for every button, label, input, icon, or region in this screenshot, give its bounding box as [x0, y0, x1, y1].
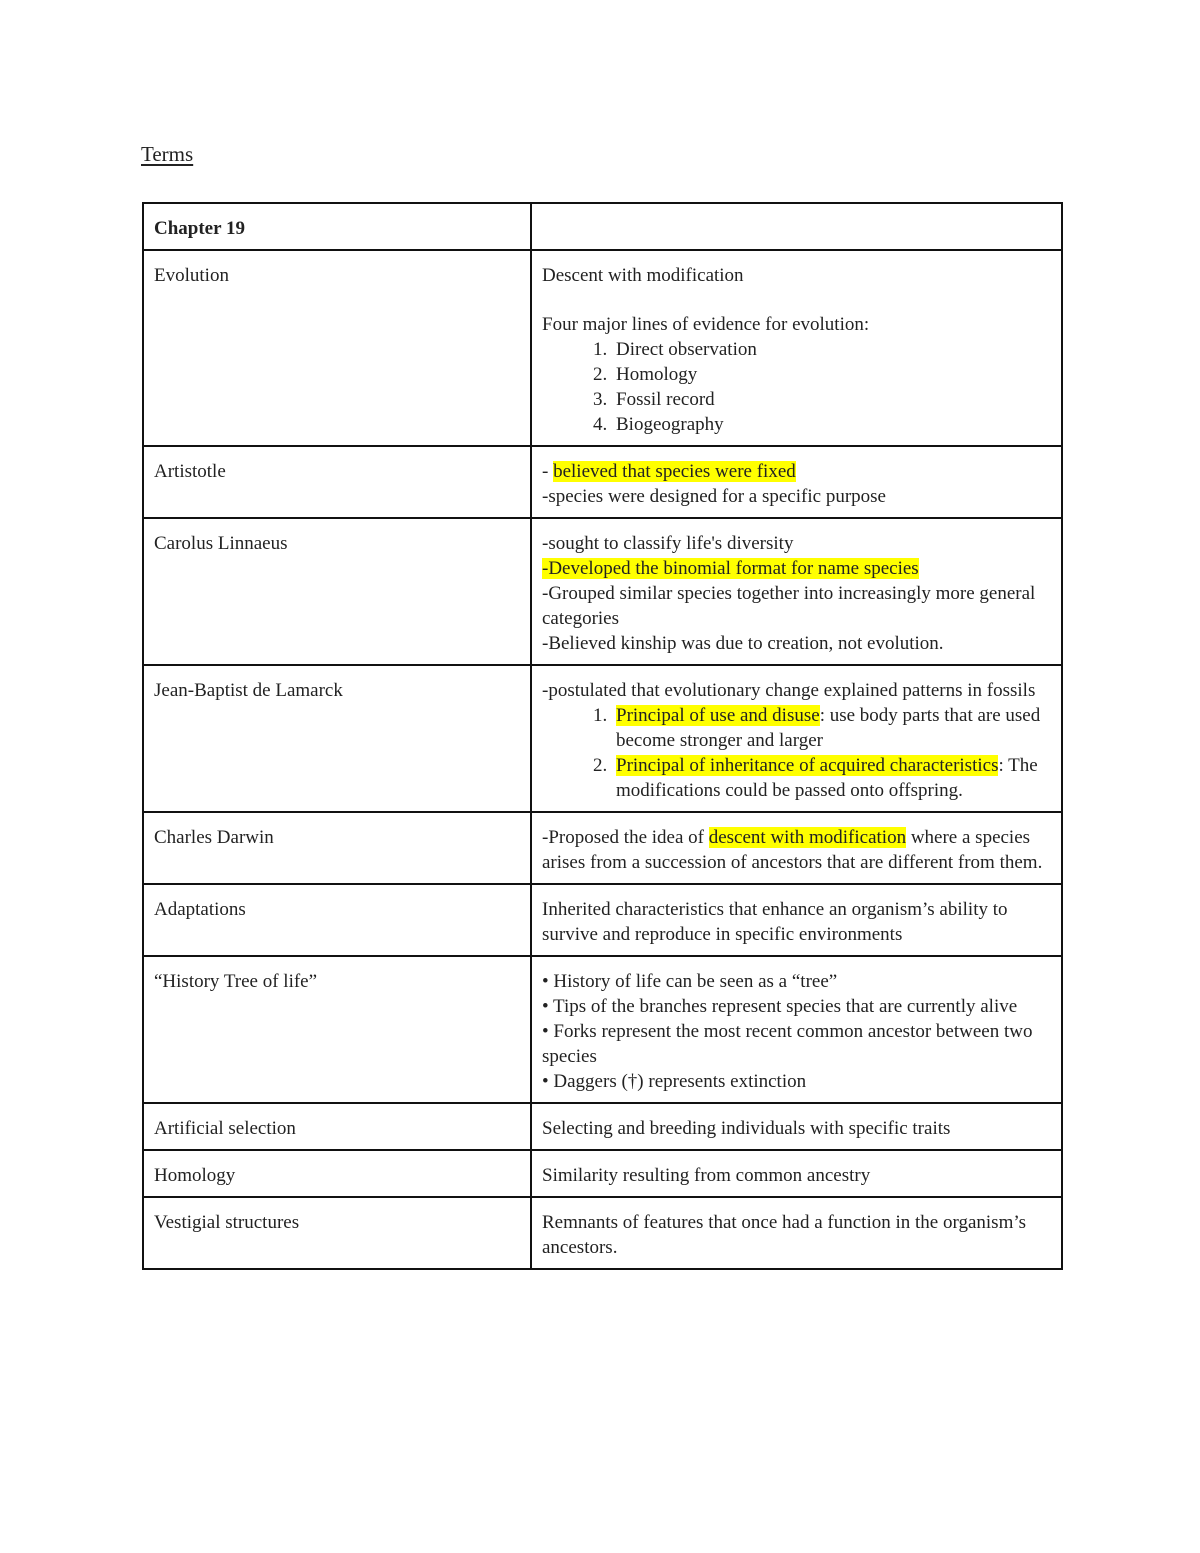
term-cell: Charles Darwin [143, 812, 531, 884]
evidence-list [542, 337, 1051, 437]
term-cell: Evolution [143, 250, 531, 446]
definition-cell: -Proposed the idea of descent with modification where a species arises from a succession of ancestors that are different from them. [531, 812, 1062, 884]
definition-line: -species were designed for a specific purpose [542, 486, 886, 507]
definition-cell [531, 665, 1062, 812]
definition-cell [531, 956, 1062, 1103]
table-row [143, 446, 1062, 518]
definition-cell: Similarity resulting from common ancestry [531, 1150, 1062, 1197]
definition-cell: Remnants of features that once had a function in the organism’s ancestors. [531, 1197, 1062, 1269]
term-cell: Artificial selection [143, 1103, 531, 1150]
page-title: Terms [141, 142, 194, 166]
highlighted-text: Principal of use and disuse [616, 705, 820, 726]
bullet-item: • History of life can be seen as a “tree” [542, 971, 838, 992]
definition-cell: Selecting and breeding individuals with specific traits [531, 1103, 1062, 1150]
principles-list [542, 703, 1051, 803]
term-cell: “History Tree of life” [143, 956, 531, 1103]
table-row [143, 1103, 1062, 1150]
list-item: 2. Homology [612, 362, 1051, 387]
list-item: 1. Direct observation [612, 337, 1051, 362]
list-item: 2. Principal of inheritance of acquired characteristics: The modifications could be passed onto offspring. [612, 753, 1051, 803]
bullet-item: • Forks represent the most recent common ancestor between two species [542, 1021, 1033, 1067]
definition-cell [531, 518, 1062, 665]
term-cell: Jean-Baptist de Lamarck [143, 665, 531, 812]
definition-cell: Inherited characteristics that enhance an organism’s ability to survive and reproduce in specific environments [531, 884, 1062, 956]
table-row [143, 956, 1062, 1103]
term-cell: Carolus Linnaeus [143, 518, 531, 665]
definition-cell [531, 446, 1062, 518]
definition-line: -postulated that evolutionary change explained patterns in fossils [542, 680, 1036, 701]
terms-table [142, 202, 1063, 1270]
table-row [143, 1150, 1062, 1197]
definition-line: -Grouped similar species together into increasingly more general categories [542, 583, 1036, 629]
table-row [143, 884, 1062, 956]
list-item: 1. Principal of use and disuse: use body parts that are used become stronger and larger [612, 703, 1051, 753]
table-header-row [143, 203, 1062, 250]
table-row [143, 665, 1062, 812]
definition-line: -Developed the binomial format for name species [542, 558, 919, 579]
definition-line: -Believed kinship was due to creation, not evolution. [542, 633, 944, 654]
table-row [143, 1197, 1062, 1269]
definition-text: Descent with modification [542, 265, 744, 286]
term-cell: Vestigial structures [143, 1197, 531, 1269]
bullet-item: • Tips of the branches represent species that are currently alive [542, 996, 1018, 1017]
header-blank-cell [531, 203, 1062, 250]
table-row [143, 518, 1062, 665]
table-row [143, 250, 1062, 446]
highlighted-text: Principal of inheritance of acquired characteristics [616, 755, 999, 776]
term-cell: Artistotle [143, 446, 531, 518]
term-cell: Adaptations [143, 884, 531, 956]
bullet-item: • Daggers (†) represents extinction [542, 1071, 807, 1092]
evidence-intro: Four major lines of evidence for evolution: [542, 314, 870, 335]
chapter-heading: Chapter 19 [143, 203, 531, 250]
definition-line: -sought to classify life's diversity [542, 533, 794, 554]
list-item: 3. Fossil record [612, 387, 1051, 412]
definition-cell [531, 250, 1062, 446]
definition-line: - believed that species were fixed [542, 461, 796, 482]
list-item: 4. Biogeography [612, 412, 1051, 437]
highlighted-text: descent with modification [708, 827, 907, 848]
highlighted-text: Developed the binomial format for name species [548, 558, 919, 579]
table-row [143, 812, 1062, 884]
highlighted-text: believed that species were fixed [553, 461, 796, 482]
term-cell: Homology [143, 1150, 531, 1197]
